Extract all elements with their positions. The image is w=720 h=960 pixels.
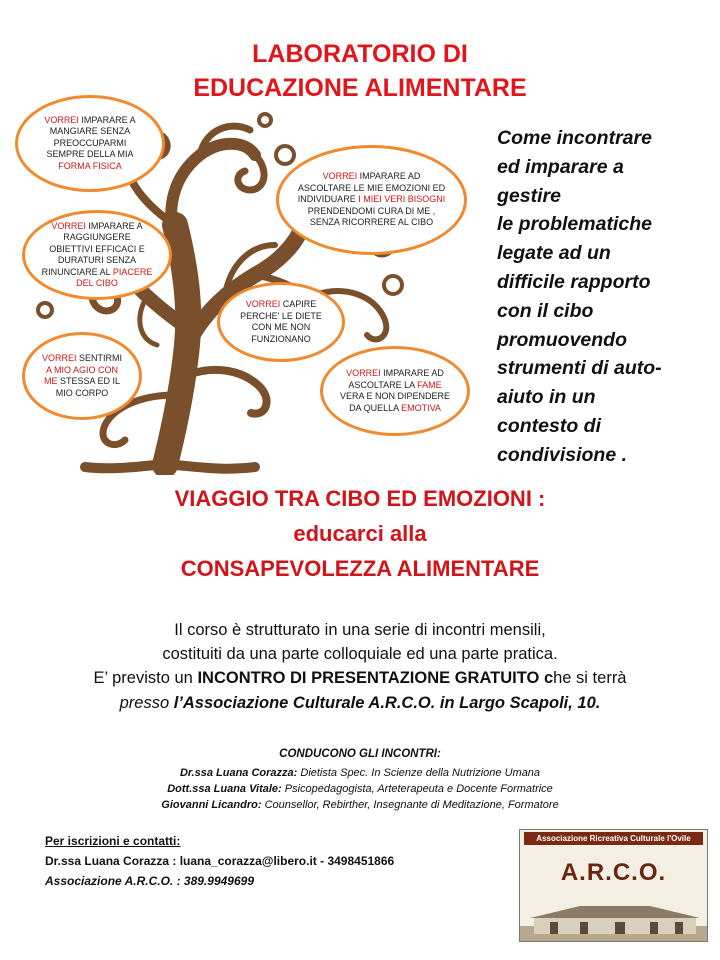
- bubble-text-part: STESSA ED IL MIO CORPO: [55, 376, 121, 398]
- bubble-text-part: SENTIRMI: [76, 353, 123, 363]
- person-2-name: Dott.ssa Luana Vitale:: [167, 783, 282, 795]
- bubble-text-part: IMPARARE A RAGGIUNGERE OBIETTIVI EFFICACI E DURATURI SENZA RINUNCIARE AL: [41, 220, 145, 277]
- body-line-4-location: l’Associazione Culturale A.R.C.O. in Largo Scapoli, 10.: [173, 694, 601, 712]
- bubble-text-part: IMPARARE AD ASCOLTARE LA: [348, 368, 444, 390]
- person-2-role: Psicopedagogista, Arteterapeuta e Docente Formatrice: [281, 783, 553, 795]
- conducono-person-1: [0, 766, 720, 782]
- side-text-line: con il cibo: [497, 299, 594, 322]
- bubble-text-part: PIACERE DEL CIBO: [76, 266, 153, 288]
- subtitle-line-3: CONSAPEVOLEZZA ALIMENTARE: [180, 556, 540, 581]
- side-text-line: aiuto in un: [497, 386, 596, 409]
- bubble-text-part: EMOTIVA: [401, 402, 441, 413]
- farmhouse-icon: [520, 896, 707, 941]
- person-1-role: Dietista Spec. In Scienze della Nutrizione Umana: [297, 767, 541, 779]
- subtitle-line-2: educarci alla: [293, 521, 427, 546]
- side-text-line: contesto di: [497, 414, 602, 437]
- conducono-person-2: [0, 782, 720, 798]
- side-text-line: legate ad un: [497, 242, 611, 265]
- person-3-role: Counsellor, Rebirther, Insegnante di Meditazione, Formatore: [261, 799, 559, 811]
- side-text-line: le problematiche: [497, 213, 652, 236]
- side-description: [497, 124, 712, 470]
- side-text-line: ed imparare a: [497, 155, 624, 178]
- logo-name: A.R.C.O.: [560, 859, 667, 886]
- bubble-text-part: VORREI: [44, 114, 79, 125]
- side-text-line: gestire: [497, 184, 561, 207]
- body-line-4: [0, 692, 720, 716]
- subtitle-line-1: VIAGGIO TRA CIBO ED EMOZIONI :: [174, 486, 546, 511]
- bubble-text-part: VORREI: [322, 171, 358, 182]
- side-text-line: promuovendo: [497, 328, 627, 351]
- person-1-name: Dr.ssa Luana Corazza:: [179, 767, 298, 779]
- bubble-piacere-del-cibo: [22, 210, 172, 300]
- title-line-1: LABORATORIO DI: [252, 40, 468, 68]
- conducono-heading: CONDUCONO GLI INCONTRI:: [279, 748, 441, 760]
- bubble-diete: [217, 282, 345, 362]
- bubble-text-part: VORREI: [245, 299, 281, 309]
- side-text-line: condivisione .: [497, 443, 628, 466]
- body-line-3: [0, 667, 720, 691]
- body-line-2: costituiti da una parte colloquiale ed una parte pratica.: [162, 645, 558, 663]
- title-line-2: EDUCAZIONE ALIMENTARE: [193, 74, 527, 102]
- bubble-text-part: VORREI: [51, 220, 86, 231]
- bubble-text-part: PRENDENDOMI CURA DI ME , SENZA RICORRERE AL CIBO: [307, 205, 436, 228]
- body-line-1: Il corso è strutturato in una serie di incontri mensili,: [174, 621, 546, 639]
- bubble-text-part: VERA E NON DIPENDERE DA QUELLA: [339, 391, 451, 413]
- body-line-3-end: he si terrà: [553, 669, 627, 687]
- side-text-line: strumenti di auto-: [497, 357, 662, 380]
- contacts-heading: Per iscrizioni e contatti:: [45, 834, 181, 848]
- bubble-text-part: IMPARARE AD ASCOLTARE LE MIE EMOZIONI ED INDIVIDUARE: [297, 171, 446, 205]
- bubble-text-part: IMPARARE A MANGIARE SENZA PREOCCUPARMI SEMPRE DELLA MIA: [46, 114, 136, 160]
- contacts-line-2: Associazione A.R.C.O. : 389.9949699: [45, 874, 254, 888]
- logo-header: Associazione Ricreativa Culturale l'Ovile: [524, 832, 703, 845]
- bubble-text-part: FORMA FISICA: [58, 160, 122, 171]
- arco-logo: [519, 829, 708, 942]
- bubble-fame-emotiva: [320, 346, 470, 436]
- bubble-text-part: FAME: [417, 379, 442, 390]
- bubble-miei-veri-bisogni: [276, 145, 467, 255]
- conducono-person-3: [0, 798, 720, 814]
- bubble-text-part: CAPIRE PERCHE' LE DIETE CON ME NON FUNZIONANO: [240, 299, 322, 344]
- bubble-forma-fisica: [15, 95, 165, 192]
- bubble-text-part: VORREI: [41, 353, 77, 363]
- body-line-3-highlight: INCONTRO DI PRESENTAZIONE GRATUITO c: [197, 669, 554, 687]
- body-line-3-start: E’ previsto un: [93, 669, 198, 687]
- bubble-text-part: I MIEI VERI BISOGNI: [358, 194, 446, 205]
- bubble-a-mio-agio: [22, 332, 142, 420]
- side-text-line: Come incontrare: [497, 127, 652, 149]
- contacts-line-1: Dr.ssa Luana Corazza : luana_corazza@libero.it - 3498451866: [45, 854, 395, 868]
- bubble-text-part: VORREI: [346, 368, 381, 378]
- body-line-4-start: presso: [119, 694, 174, 712]
- person-3-name: Giovanni Licandro:: [161, 799, 262, 811]
- bubble-text-part: A MIO AGIO CON ME: [43, 364, 118, 386]
- side-text-line: difficile rapporto: [497, 270, 651, 293]
- contacts-block: [45, 831, 515, 891]
